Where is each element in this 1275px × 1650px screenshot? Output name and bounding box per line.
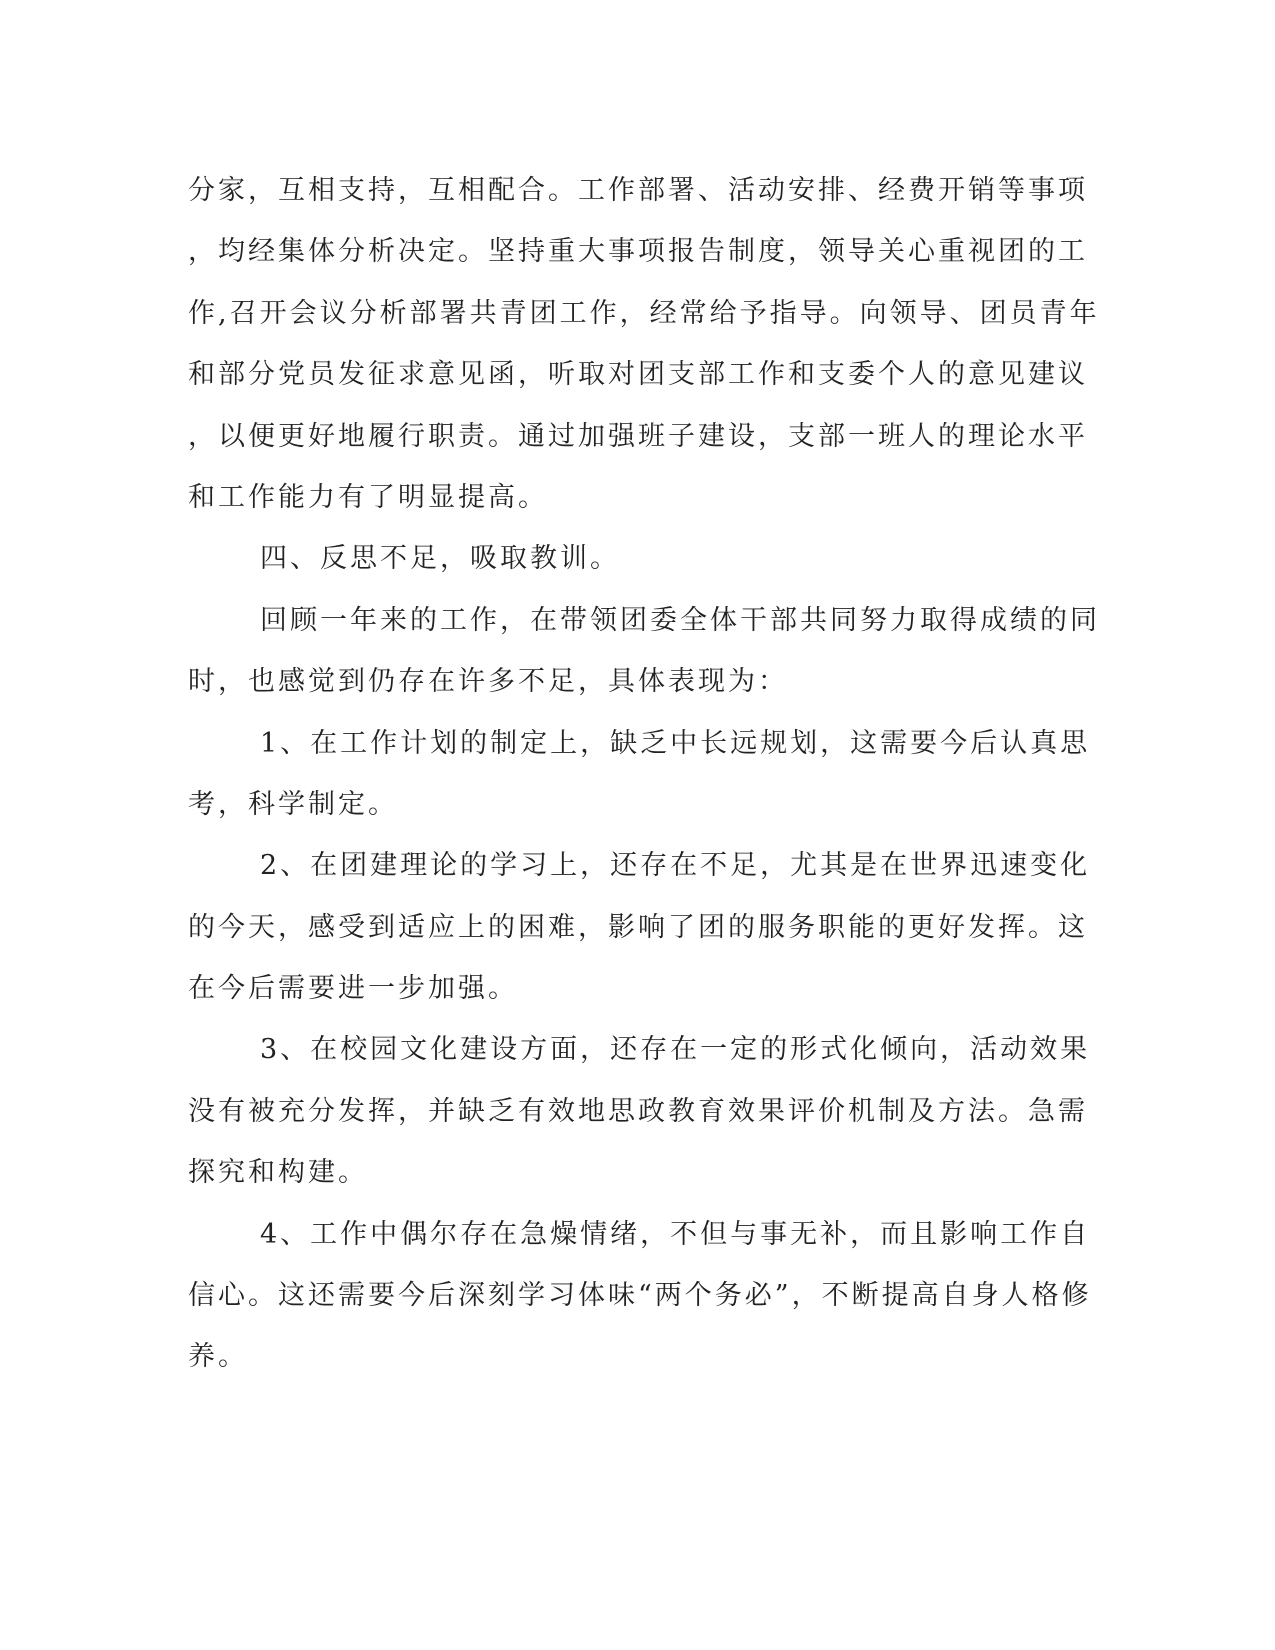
text-line: ，均经集体分析决定。坚持重大事项报告制度，领导关心重视团的工 (188, 236, 1088, 268)
text-line: 没有被充分发挥，并缺乏有效地思政教育效果评价机制及方法。急需 (188, 1095, 1088, 1127)
text-line: 养。 (188, 1341, 248, 1373)
text-line: 探究和构建。 (188, 1157, 368, 1189)
text-line: 作,召开会议分析部署共青团工作，经常给予指导。向领导、团员青年 (188, 297, 1100, 329)
text-line: 信心。这还需要今后深刻学习体味“两个务必”，不断提高自身人格修 (188, 1280, 1092, 1312)
text-line: 和部分党员发征求意见函，听取对团支部工作和支委个人的意见建议 (188, 359, 1088, 391)
text-line: 1、在工作计划的制定上，缺乏中长远规划，这需要今后认真思 (260, 727, 1091, 759)
text-line: 在今后需要进一步加强。 (188, 973, 518, 1005)
text-line: 的今天，感受到适应上的困难，影响了团的服务职能的更好发挥。这 (188, 911, 1088, 943)
document-body (188, 160, 1100, 1388)
text-line: 四、反思不足，吸取教训。 (260, 543, 620, 575)
text-line: 4、工作中偶尔存在急燥情绪，不但与事无补，而且影响工作自 (260, 1218, 1091, 1250)
text-line: 3、在校园文化建设方面，还存在一定的形式化倾向，活动效果 (260, 1034, 1091, 1066)
text-line: 分家，互相支持，互相配合。工作部署、活动安排、经费开销等事项 (188, 175, 1088, 206)
text-line: ，以便更好地履行职责。通过加强班子建设，支部一班人的理论水平 (188, 420, 1088, 452)
text-line: 和工作能力有了明显提高。 (188, 481, 548, 513)
text-line: 考，科学制定。 (188, 788, 398, 820)
text-line: 时，也感觉到仍存在许多不足，具体表现为： (188, 666, 788, 698)
text-line: 2、在团建理论的学习上，还存在不足，尤其是在世界迅速变化 (260, 850, 1091, 882)
text-line: 回顾一年来的工作，在带领团委全体干部共同努力取得成绩的同 (260, 604, 1100, 636)
